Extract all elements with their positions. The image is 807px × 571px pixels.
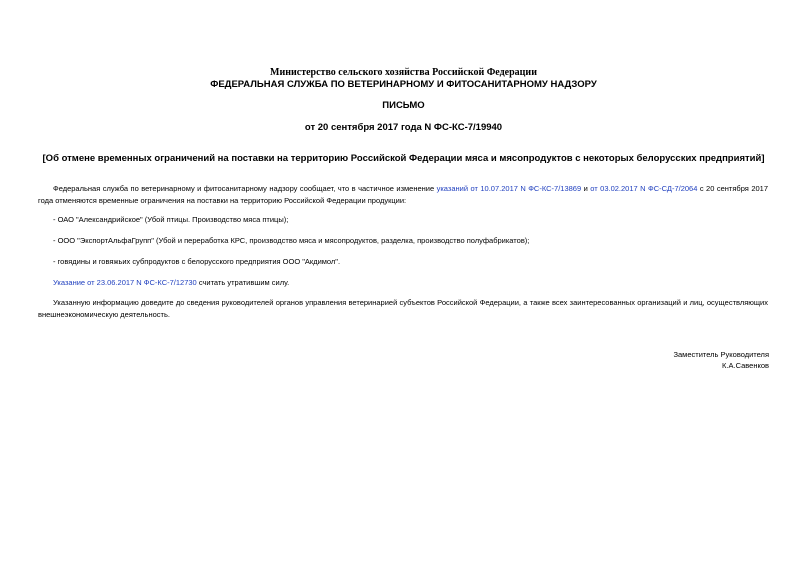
service-name: ФЕДЕРАЛЬНАЯ СЛУЖБА ПО ВЕТЕРИНАРНОМУ И ФИТОСАНИТАРНОМУ НАДЗОРУ [210, 79, 597, 90]
revoke-paragraph [53, 277, 768, 289]
closing-paragraph: Указанную информацию доведите до сведения руководителей органов управления ветеринарией субъектов Российской Федерации, а также всех заинтересованных организаций и лиц, осуществляющих внешнеэкономическую деятельность. [38, 298, 768, 319]
document-subject: [Об отмене временных ограничений на поставки на территорию Российской Федерации мяса и мясопродуктов с некоторых белорусских предприятий] [42, 153, 765, 164]
signature-position: Заместитель Руководителя [673, 350, 769, 359]
revoke-link[interactable]: Указание от 23.06.2017 N ФС-КС-7/12730 [53, 278, 197, 287]
revoke-text: считать утратившим силу. [196, 278, 290, 287]
reference-link-2[interactable]: от 03.02.2017 N ФС-СД-7/2064 [590, 184, 698, 193]
reference-link-1[interactable]: указаний от 10.07.2017 N ФС-КС-7/13869 [436, 184, 582, 193]
intro-text-end: с 20 сентября 2017 года отменяются временные ограничения на поставки на территорию Российской Федерации продукции: [38, 184, 768, 205]
list-item-3: - говядины и говяжьих субпродуктов с белорусского предприятия ООО "Акдимол". [53, 257, 341, 266]
signature-name: К.А.Савенков [722, 361, 769, 370]
ministry-name: Министерство сельского хозяйства Российской Федерации [270, 67, 537, 78]
list-item-2: - ООО "ЭкспортАльфаГрупп" (Убой и переработка КРС, производство мяса и мясопродуктов, разделка, производство полуфабрикатов); [53, 236, 530, 245]
intro-conjunction: и [581, 184, 591, 193]
document-type: ПИСЬМО [382, 100, 425, 111]
intro-text: Федеральная служба по ветеринарному и фитосанитарному надзору сообщает, что в частичное изменение [53, 184, 437, 193]
list-item-1: - ОАО "Александрийское" (Убой птицы. Производство мяса птицы); [53, 215, 289, 224]
document-date-number: от 20 сентября 2017 года N ФС-КС-7/19940 [304, 122, 503, 133]
intro-paragraph [38, 183, 768, 207]
